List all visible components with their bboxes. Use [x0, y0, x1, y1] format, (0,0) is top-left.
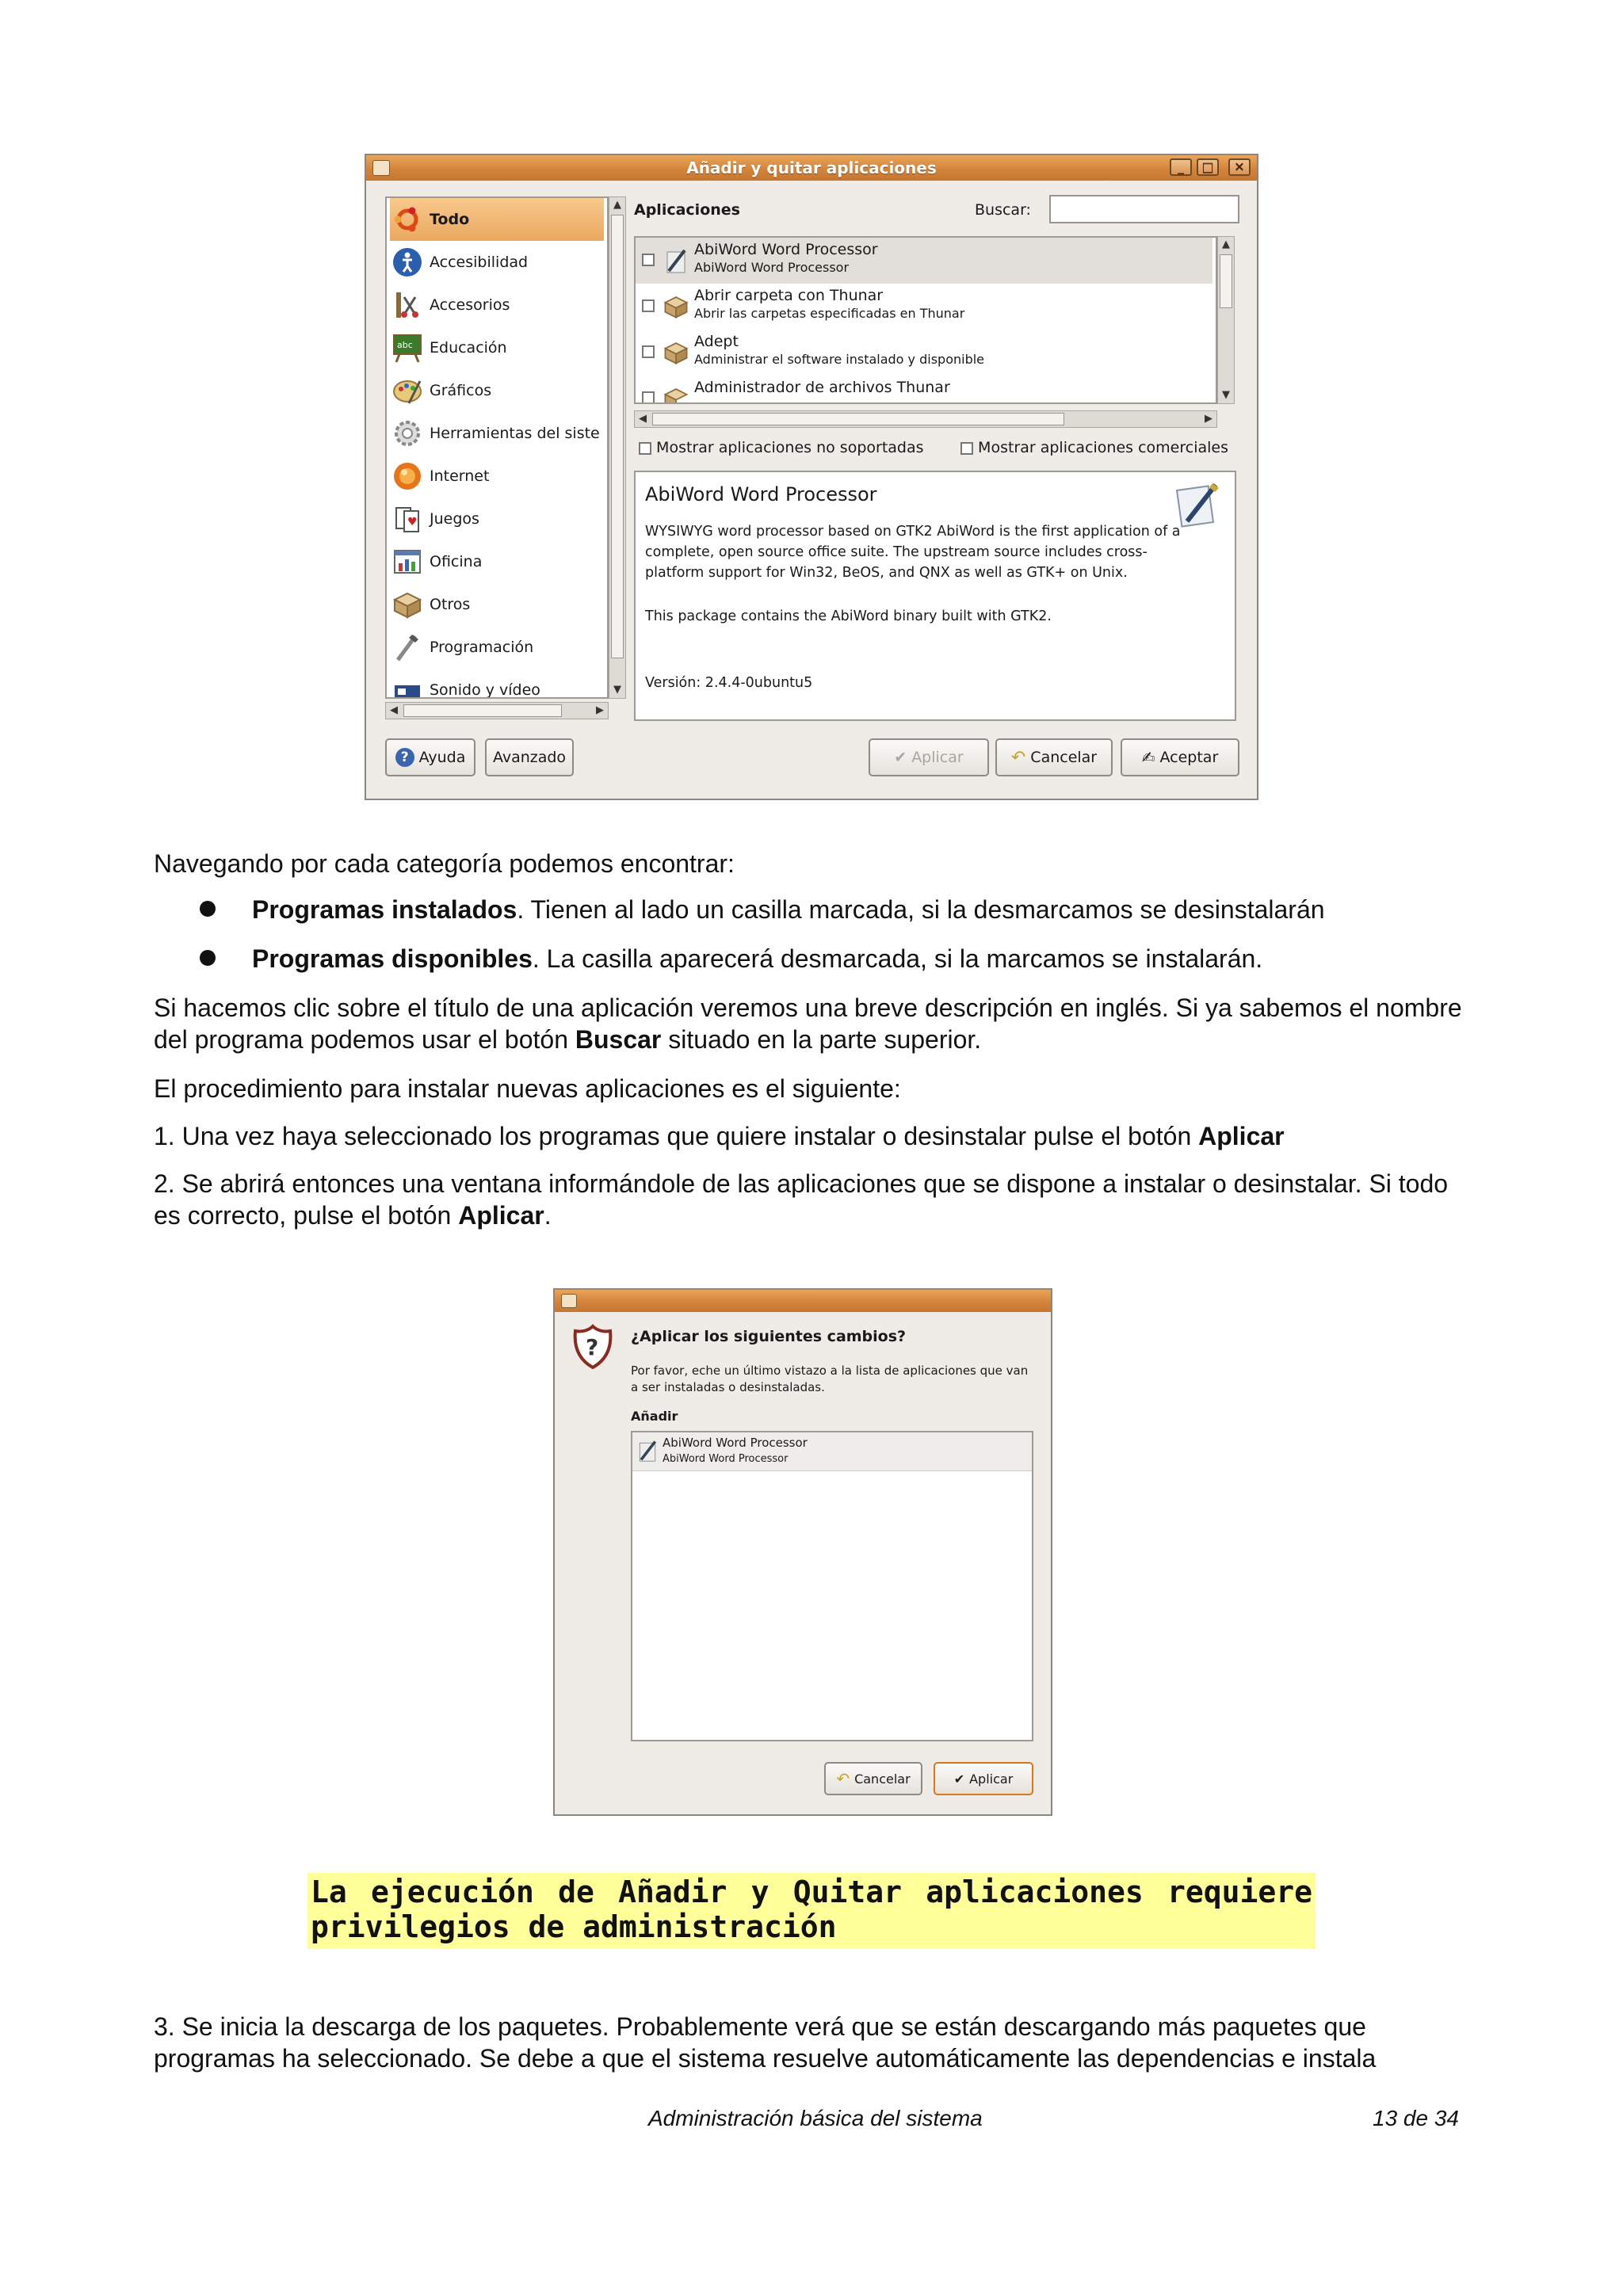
window-icon — [561, 1294, 577, 1308]
apply-label: Aplicar — [969, 1771, 1014, 1787]
paragraph-text: situado en la parte superior. — [661, 1025, 982, 1054]
application-desc: AbiWord Word Processor — [694, 260, 850, 275]
accessibility-icon — [390, 245, 425, 280]
application-row[interactable] — [636, 376, 1212, 404]
bullet-text: . Tienen al lado un casilla marcada, si la desmarcamos se desinstalarán — [517, 895, 1325, 924]
search-label: Buscar: — [975, 201, 1031, 219]
category-item-juegos[interactable] — [390, 498, 604, 540]
category-item-accesorios[interactable] — [390, 284, 604, 326]
application-name: Administrador de archivos Thunar — [694, 379, 950, 396]
category-label: Todo — [430, 211, 470, 228]
window-icon — [372, 160, 390, 176]
accept-icon: ✍ — [1141, 748, 1155, 767]
undo-icon: ↶ — [1010, 747, 1026, 768]
bullet-available — [252, 943, 1472, 974]
category-item-educacion[interactable] — [390, 326, 604, 369]
category-item-todo[interactable] — [390, 198, 604, 241]
package-icon — [663, 293, 689, 320]
office-icon — [390, 544, 425, 579]
application-name: AbiWord Word Processor — [694, 241, 878, 258]
accept-button[interactable] — [1121, 738, 1239, 776]
graphics-icon — [390, 373, 425, 408]
paragraph-text: . — [544, 1201, 552, 1230]
version-label: Versión: 2.4.4-0ubuntu5 — [645, 675, 813, 691]
question-icon — [569, 1323, 617, 1375]
scroll-thumb[interactable] — [1220, 254, 1232, 308]
step-1 — [154, 1120, 1469, 1152]
undo-icon: ↶ — [836, 1769, 850, 1788]
description-panel — [634, 471, 1236, 721]
bold-text: Buscar — [575, 1025, 662, 1054]
change-row[interactable] — [632, 1432, 1032, 1471]
description-title: AbiWord Word Processor — [645, 483, 877, 505]
advanced-button[interactable] — [485, 738, 574, 776]
step-3: 3. Se inicia la descarga de los paquetes. Probablemente verá que se están descargando más paquetes que programas ha seleccionado. Se debe a que el sistema resuelve automáticamente las dependencias e instala — [154, 2012, 1377, 2073]
advanced-label: Avanzado — [492, 749, 567, 766]
scroll-right-icon[interactable]: ▶ — [1205, 413, 1212, 425]
category-vscrollbar[interactable] — [609, 196, 626, 699]
dialog-question: ¿Aplicar los siguientes cambios? — [631, 1328, 907, 1345]
bullet-text: . La casilla aparecerá desmarcada, si la marcamos se instalarán. — [532, 944, 1263, 973]
scroll-left-icon[interactable]: ◀ — [639, 413, 647, 425]
help-button[interactable] — [385, 738, 475, 776]
dialog-apply-button[interactable] — [934, 1762, 1033, 1795]
step-2 — [154, 1168, 1469, 1231]
education-icon — [390, 330, 425, 365]
search-input[interactable] — [1049, 195, 1239, 223]
category-item-otros[interactable] — [390, 583, 604, 626]
apply-check-icon: ✔ — [953, 1771, 965, 1787]
application-name: Adept — [694, 333, 739, 350]
category-item-accesibilidad[interactable] — [390, 241, 604, 284]
scroll-up-icon[interactable]: ▲ — [613, 199, 621, 211]
system-tools-icon — [390, 416, 425, 451]
show-unsupported-toggle[interactable] — [639, 439, 924, 456]
cancel-label: Cancelar — [1030, 749, 1098, 766]
bullet-dot — [200, 901, 216, 917]
application-desc: Abrir las carpetas especificadas en Thunar — [694, 306, 965, 321]
scroll-down-icon[interactable]: ▼ — [1222, 389, 1230, 401]
scroll-right-icon[interactable]: ▶ — [596, 704, 604, 716]
section-label: Añadir — [631, 1409, 678, 1424]
apply-check-icon: ✔ — [894, 749, 907, 766]
application-row[interactable] — [636, 238, 1212, 284]
category-item-internet[interactable] — [390, 455, 604, 498]
category-item-graficos[interactable] — [390, 369, 604, 412]
applications-header: Aplicaciones — [634, 201, 740, 219]
ubuntu-logo-icon — [390, 202, 425, 237]
cancel-label: Cancelar — [854, 1771, 911, 1787]
show-commercial-toggle[interactable] — [960, 439, 1228, 456]
package-icon — [390, 587, 425, 622]
application-hscrollbar[interactable] — [634, 410, 1217, 428]
install-checkbox[interactable] — [642, 391, 655, 404]
bullet-bold: Programas instalados — [252, 895, 517, 924]
application-row[interactable] — [636, 330, 1212, 376]
scroll-down-icon[interactable]: ▼ — [613, 684, 621, 696]
admin-privileges-note: La ejecución de Añadir y Quitar aplicaciones requiere privilegios de administración — [307, 1873, 1316, 1949]
internet-icon — [390, 459, 425, 494]
scroll-left-icon[interactable]: ◀ — [390, 704, 398, 716]
intro-paragraph: Navegando por cada categoría podemos encontrar: — [154, 849, 735, 878]
description-package-note: This package contains the AbiWord binary built with GTK2. — [645, 608, 1052, 624]
bullet-dot — [200, 950, 216, 966]
window-title: Añadir y quitar aplicaciones — [686, 158, 937, 177]
package-icon — [663, 339, 689, 366]
multimedia-icon — [390, 673, 425, 699]
confirm-dialog — [553, 1288, 1052, 1816]
change-desc: AbiWord Word Processor — [663, 1453, 789, 1465]
abiword-icon — [663, 247, 689, 274]
application-name: Abrir carpeta con Thunar — [694, 287, 884, 304]
category-hscrollbar[interactable] — [385, 702, 609, 719]
category-label: Accesibilidad — [430, 254, 529, 271]
bullet-bold: Programas disponibles — [252, 944, 533, 973]
window-titlebar[interactable] — [366, 155, 1257, 181]
package-icon — [663, 385, 689, 404]
close-button[interactable]: ✕ — [1228, 158, 1251, 176]
bold-text: Aplicar — [1198, 1122, 1285, 1150]
install-checkbox[interactable] — [642, 299, 655, 312]
dialog-info: Por favor, eche un último vistazo a la lista de aplicaciones que van a ser instaladas o desinstaladas. — [631, 1363, 1029, 1394]
install-checkbox[interactable] — [642, 254, 655, 266]
svg-text:♥: ♥ — [407, 516, 418, 528]
abiword-icon — [636, 1439, 659, 1466]
paragraph-text: Si hacemos clic sobre el título de una aplicación veremos una breve descripción en inglés. Si ya sabemos el nombre del programa podemos usar el botón — [154, 994, 1462, 1054]
click-title-paragraph — [154, 992, 1469, 1055]
category-label: Sonido y vídeo — [430, 681, 540, 699]
category-label: Accesorios — [430, 296, 510, 314]
change-name: AbiWord Word Processor — [663, 1436, 808, 1450]
apply-button[interactable] — [869, 738, 989, 776]
category-label: Educación — [430, 339, 507, 357]
procedure-paragraph: El procedimiento para instalar nuevas aplicaciones es el siguiente: — [154, 1074, 901, 1103]
category-item-programacion[interactable] — [390, 626, 604, 669]
bold-text: Aplicar — [458, 1201, 544, 1230]
install-checkbox[interactable] — [642, 345, 655, 358]
category-label: Otros — [430, 596, 471, 613]
checkbox[interactable] — [960, 442, 973, 455]
help-label: Ayuda — [418, 749, 466, 766]
show-commercial-label: Mostrar aplicaciones comerciales — [978, 439, 1228, 456]
description-body: WYSIWYG word processor based on GTK2 AbiWord is the first application of a complete, open source office suite. The upstream source includes cross-platform support for Win32, BeOS, and QNX as well as GTK+ on Unix. — [645, 524, 1181, 581]
footer-title: Administración básica del sistema — [648, 2106, 983, 2130]
category-item-herramientas[interactable] — [390, 412, 604, 455]
dialog-cancel-button[interactable] — [824, 1762, 922, 1795]
add-remove-window — [365, 154, 1258, 800]
application-row[interactable] — [636, 284, 1212, 330]
minimize-button[interactable]: _ — [1170, 158, 1192, 176]
bullet-installed — [252, 894, 1472, 925]
apply-label: Aplicar — [911, 749, 964, 766]
category-label: Internet — [430, 467, 490, 485]
cancel-button[interactable] — [995, 738, 1113, 776]
page-number: 13 de 34 — [1373, 2106, 1459, 2130]
application-desc: Administrar el software instalado y disponible — [694, 352, 985, 367]
checkbox[interactable] — [639, 442, 651, 455]
paragraph-text: 2. Se abrirá entonces una ventana informándole de las aplicaciones que se dispone a instalar o desinstalar. Si todo es correcto, pulse el botón — [154, 1169, 1449, 1230]
application-list — [634, 236, 1217, 404]
svg-text:?: ? — [586, 1334, 599, 1360]
svg-text:abc: abc — [397, 340, 413, 350]
show-unsupported-label: Mostrar aplicaciones no soportadas — [656, 439, 924, 456]
maximize-button[interactable]: □ — [1197, 158, 1219, 176]
dialog-titlebar[interactable] — [555, 1290, 1051, 1312]
programming-icon — [390, 630, 425, 665]
scroll-thumb[interactable] — [652, 413, 1064, 425]
category-label: Herramientas del siste — [430, 425, 600, 442]
scroll-thumb[interactable] — [611, 215, 624, 658]
application-vscrollbar[interactable] — [1217, 236, 1235, 404]
category-label: Gráficos — [430, 382, 492, 399]
changes-list — [631, 1431, 1033, 1741]
category-label: Juegos — [430, 510, 479, 528]
scroll-up-icon[interactable]: ▲ — [1222, 238, 1230, 250]
category-label: Oficina — [430, 553, 483, 570]
category-list — [385, 196, 609, 699]
accept-label: Aceptar — [1159, 749, 1219, 766]
accessories-icon — [390, 288, 425, 322]
category-item-oficina[interactable] — [390, 540, 604, 583]
category-label: Programación — [430, 639, 534, 656]
games-icon — [390, 502, 425, 536]
category-item-sonido[interactable] — [390, 669, 604, 699]
paragraph-text: 1. Una vez haya seleccionado los programas que quiere instalar o desinstalar pulse el botón — [154, 1122, 1199, 1150]
scroll-thumb[interactable] — [403, 704, 562, 717]
help-icon: ? — [395, 748, 414, 767]
